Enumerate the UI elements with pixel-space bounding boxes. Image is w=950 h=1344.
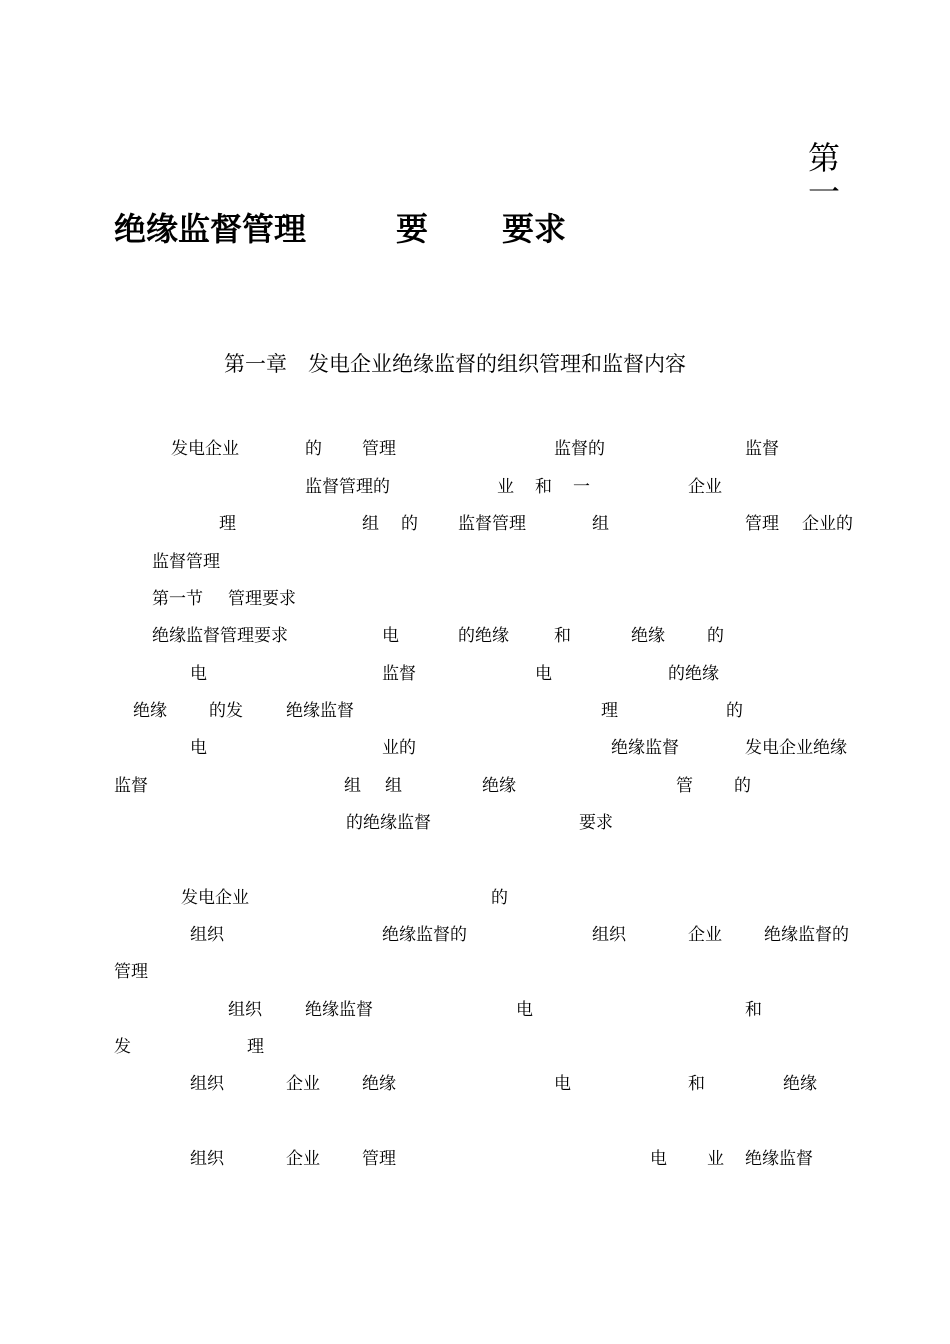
section-heading-title: 管理要求: [228, 589, 296, 609]
body-fragment: 的: [726, 701, 743, 721]
body-fragment: 理: [601, 701, 618, 721]
body-fragment: 电: [190, 738, 207, 758]
body-fragment: 发: [114, 1037, 131, 1057]
body-fragment: 组: [344, 776, 361, 796]
body-fragment: 管理: [362, 439, 396, 459]
body-fragment: 电: [554, 1074, 571, 1094]
body-fragment: 绝缘监督管理要求: [152, 626, 288, 646]
body-fragment: 的发: [209, 701, 243, 721]
corner-char-2: 一: [808, 173, 841, 211]
body-fragment: 绝缘监督: [611, 738, 679, 758]
body-fragment: 管: [676, 776, 693, 796]
body-fragment: 监督管理的: [305, 477, 390, 497]
body-fragment: 监督的: [554, 439, 605, 459]
body-fragment: 理: [247, 1037, 264, 1057]
body-fragment: 的绝缘: [458, 626, 509, 646]
body-fragment: 的: [707, 626, 724, 646]
body-fragment: 管理: [745, 514, 779, 534]
chapter-title: 第一章 发电企业绝缘监督的组织管理和监督内容: [224, 352, 686, 376]
body-fragment: 企业: [688, 925, 722, 945]
body-fragment: 电: [516, 1000, 533, 1020]
body-fragment: 企业的: [802, 514, 853, 534]
body-fragment: 业: [707, 1149, 724, 1169]
body-fragment: 监督: [114, 776, 148, 796]
body-fragment: 业: [497, 477, 514, 497]
body-fragment: 绝缘监督的: [382, 925, 467, 945]
body-fragment: 绝缘监督的: [764, 925, 849, 945]
body-fragment: 企业: [688, 477, 722, 497]
body-fragment: 监督: [745, 439, 779, 459]
body-fragment: 电: [190, 664, 207, 684]
body-fragment: 绝缘: [482, 776, 516, 796]
body-fragment: 监督: [382, 664, 416, 684]
body-fragment: 组: [362, 514, 379, 534]
body-fragment: 组织: [190, 925, 224, 945]
body-fragment: 要求: [579, 813, 613, 833]
body-fragment: 企业: [286, 1149, 320, 1169]
body-fragment: 电: [650, 1149, 667, 1169]
body-fragment: 组织: [592, 925, 626, 945]
body-fragment: 和: [535, 477, 552, 497]
body-fragment: 组织: [228, 1000, 262, 1020]
body-fragment: 的绝缘: [668, 664, 719, 684]
body-fragment: 发电企业绝缘: [745, 738, 847, 758]
body-fragment: 的: [305, 439, 322, 459]
body-fragment: 绝缘: [133, 701, 167, 721]
body-fragment: 绝缘: [783, 1074, 817, 1094]
body-fragment: 和: [554, 626, 571, 646]
body-fragment: 的: [734, 776, 751, 796]
body-fragment: 发电企业: [171, 439, 239, 459]
body-fragment: 组织: [190, 1074, 224, 1094]
body-fragment: 管理: [362, 1149, 396, 1169]
body-fragment: 和: [688, 1074, 705, 1094]
body-fragment: 理: [219, 514, 236, 534]
main-title-part-2: 要: [396, 210, 429, 248]
body-fragment: 电: [535, 664, 552, 684]
body-fragment: 和: [745, 1000, 762, 1020]
body-fragment: 组织: [190, 1149, 224, 1169]
body-fragment: 组: [385, 776, 402, 796]
body-fragment: 监督管理: [152, 552, 220, 572]
body-fragment: 一: [573, 477, 590, 497]
section-heading-number: 第一节: [152, 589, 203, 609]
body-fragment: 组: [592, 514, 609, 534]
body-fragment: 电: [382, 626, 399, 646]
body-fragment: 业的: [382, 738, 416, 758]
body-fragment: 的绝缘监督: [346, 813, 431, 833]
body-fragment: 监督管理: [458, 514, 526, 534]
body-fragment: 绝缘: [631, 626, 665, 646]
body-fragment: 的: [401, 514, 418, 534]
body-fragment: 绝缘: [362, 1074, 396, 1094]
body-fragment: 绝缘监督: [305, 1000, 373, 1020]
body-fragment: 企业: [286, 1074, 320, 1094]
body-fragment: 发电企业: [181, 888, 249, 908]
body-fragment: 管理: [114, 962, 148, 982]
main-title-part-3: 要求: [502, 210, 567, 248]
body-fragment: 绝缘监督: [286, 701, 354, 721]
body-fragment: 绝缘监督: [745, 1149, 813, 1169]
corner-char-1: 第: [808, 139, 841, 177]
body-fragment: 的: [491, 888, 508, 908]
main-title-part-1: 绝缘监督管理: [114, 210, 307, 248]
